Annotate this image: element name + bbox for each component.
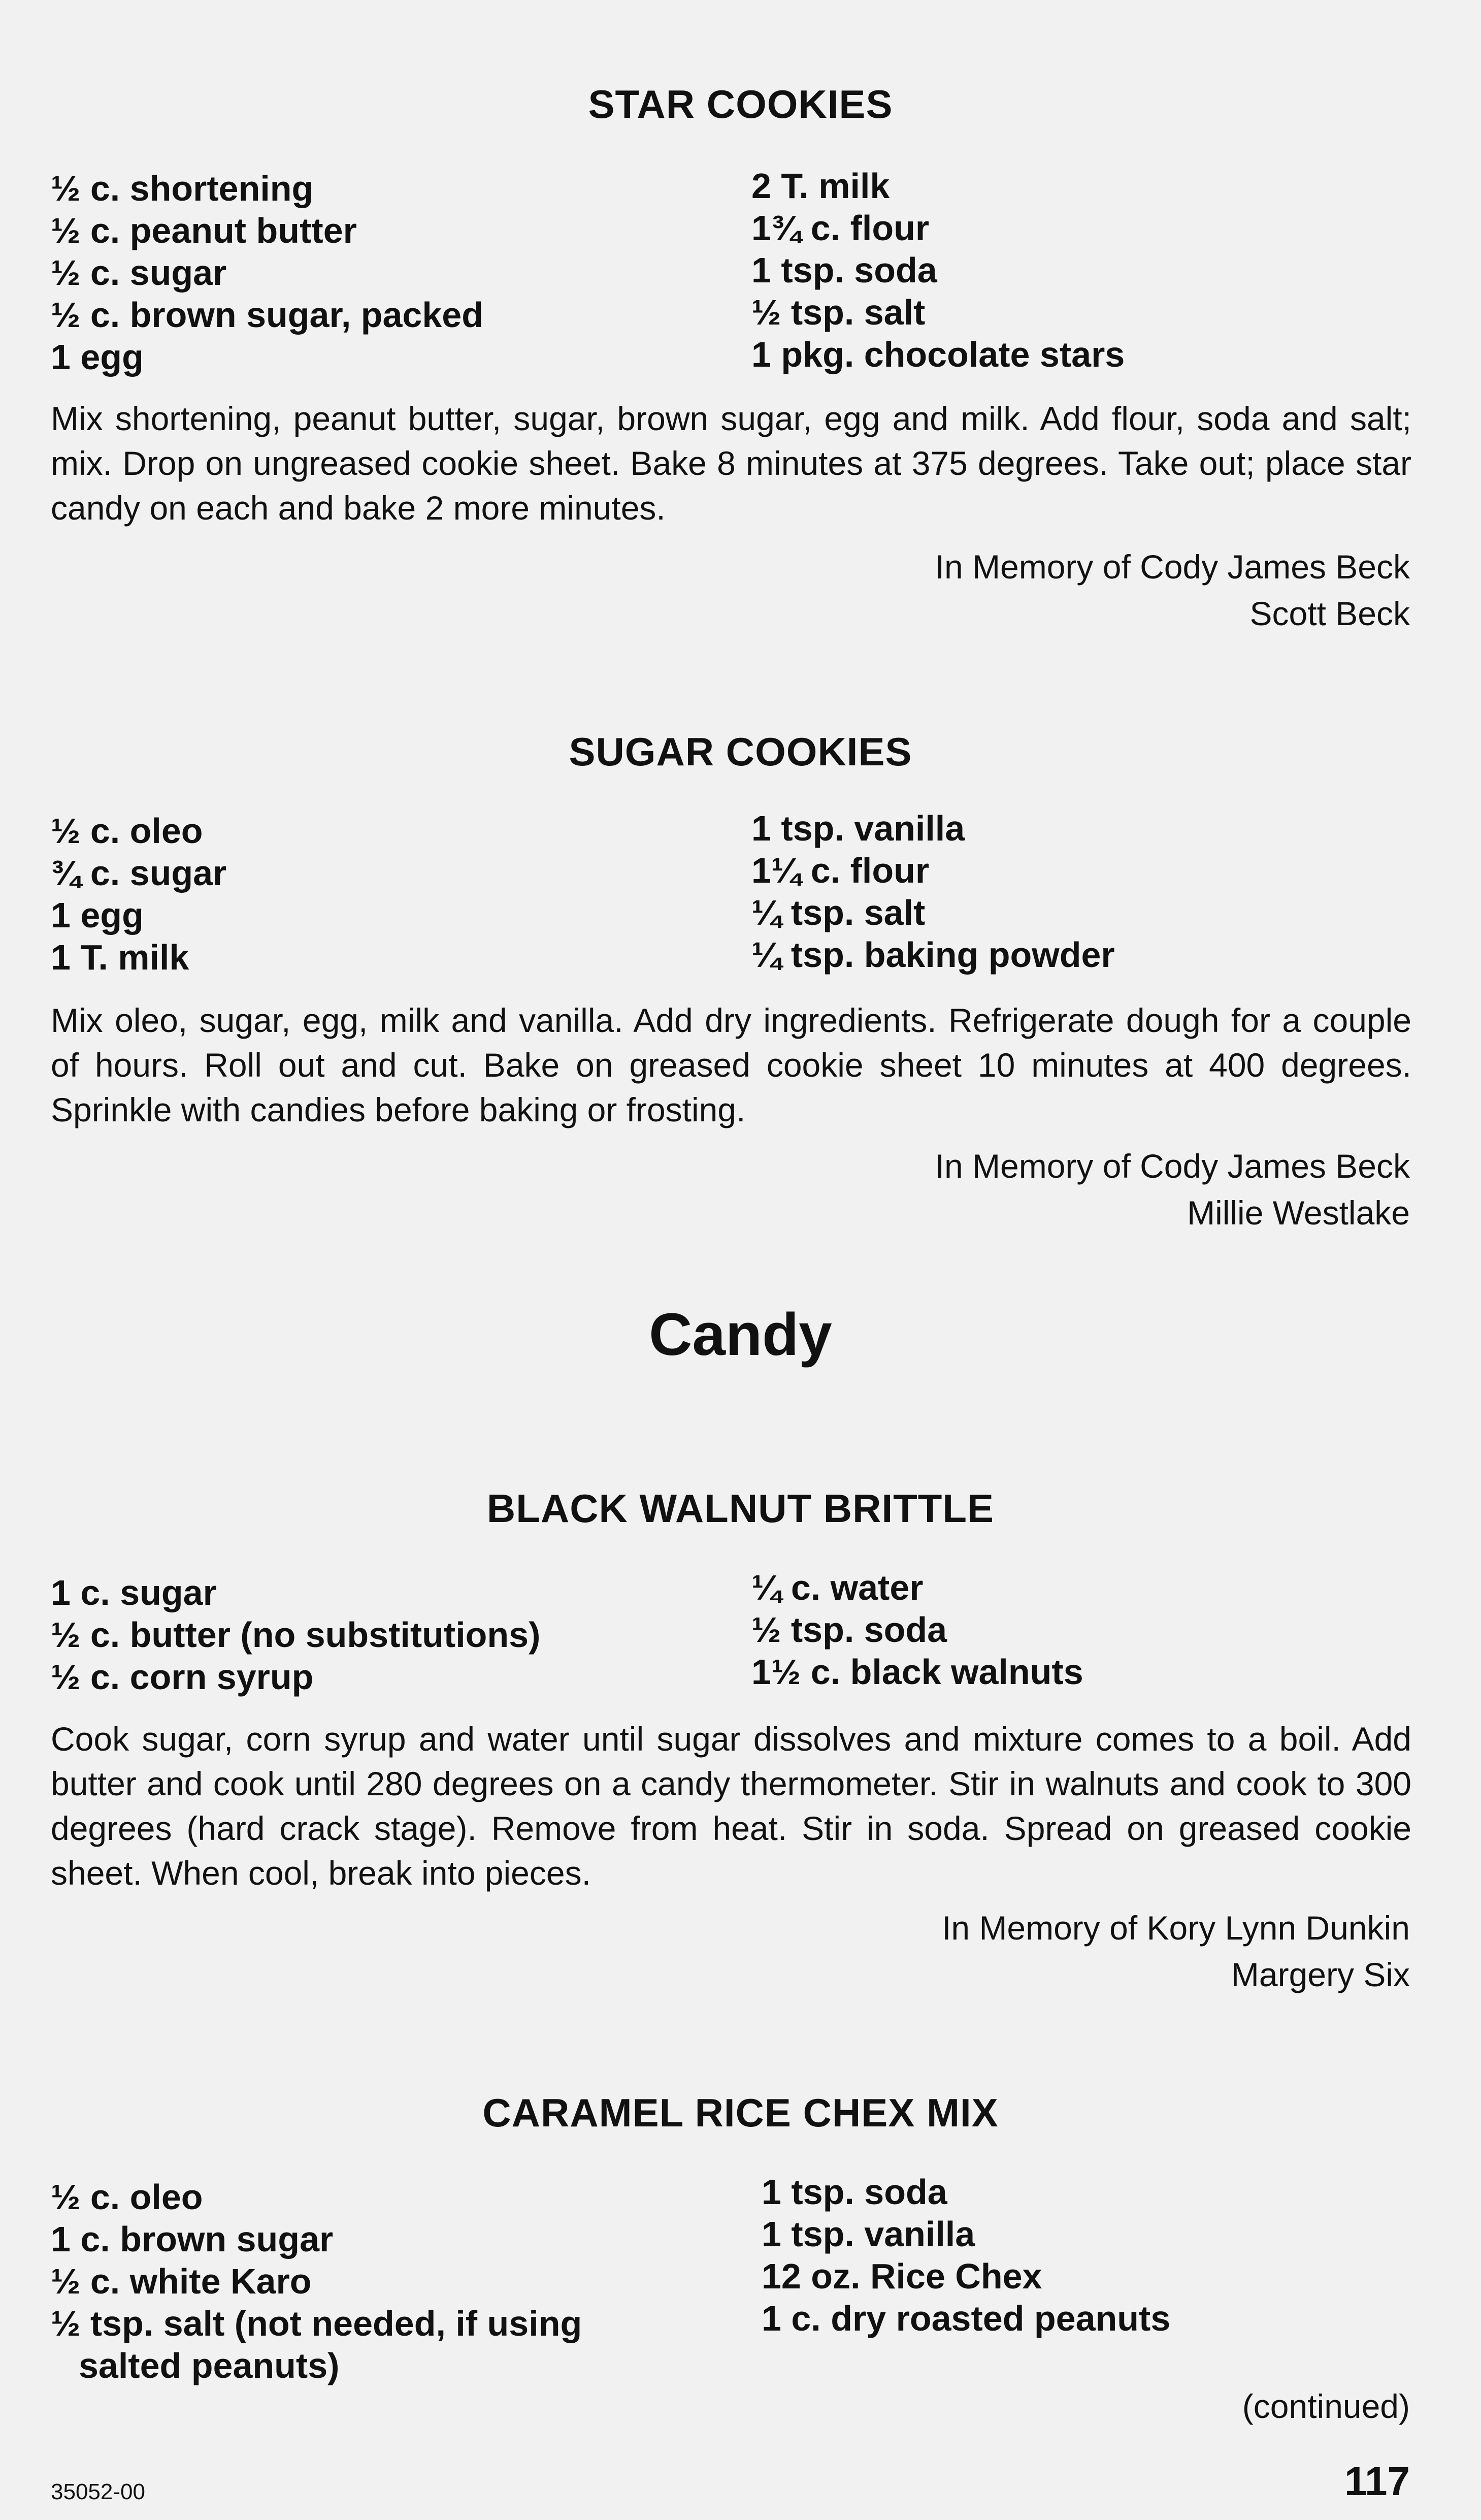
recipe-title-black-walnut-brittle: BLACK WALNUT BRITTLE bbox=[486, 1486, 995, 1531]
recipe-title-sugar-cookies: SUGAR COOKIES bbox=[569, 729, 912, 774]
ingredient: 1 T. milk bbox=[51, 938, 189, 977]
ingredients-right bbox=[751, 1567, 1083, 1693]
page-number: 117 bbox=[1344, 2459, 1410, 2504]
author: Margery Six bbox=[1231, 1956, 1410, 1993]
ingredient: ½ c. shortening bbox=[51, 169, 314, 208]
ingredient: 1 c. sugar bbox=[51, 1573, 217, 1612]
ingredient: 1½ c. black walnuts bbox=[751, 1652, 1083, 1692]
ingredients-left bbox=[51, 168, 483, 378]
ingredient: ½ c. butter (no substitutions) bbox=[51, 1615, 541, 1655]
continued-note: (continued) bbox=[1242, 2387, 1410, 2425]
section-title: Candy bbox=[649, 1301, 832, 1368]
ingredient: ½ c. brown sugar, packed bbox=[51, 295, 483, 335]
memory-line: In Memory of Kory Lynn Dunkin bbox=[942, 1909, 1410, 1947]
instructions: Mix oleo, sugar, egg, milk and vanilla. Add dry ingredients. Refrigerate dough for a couple of hours. Roll out and cut. Bake on greased cookie sheet 10 minutes at 400 degrees. Sprinkle with candies before baking or frosting. bbox=[51, 1001, 1411, 1128]
ingredients-left bbox=[51, 810, 226, 979]
ingredient: 1¾ c. flour bbox=[751, 208, 930, 248]
memory-line: In Memory of Cody James Beck bbox=[935, 1147, 1410, 1185]
ingredient: ½ tsp. soda bbox=[751, 1610, 947, 1650]
ingredient: ½ c. oleo bbox=[51, 811, 203, 851]
ingredient: 1 egg bbox=[51, 337, 144, 377]
ingredient: ½ c. oleo bbox=[51, 2177, 203, 2217]
ingredient: ¼ tsp. salt bbox=[751, 893, 926, 932]
ingredients-right bbox=[751, 807, 1115, 976]
ingredient: 1¼ c. flour bbox=[751, 851, 930, 890]
ingredient: 1 pkg. chocolate stars bbox=[751, 335, 1125, 374]
ingredient: salted peanuts) bbox=[79, 2346, 340, 2385]
credit bbox=[935, 543, 1410, 637]
ingredient: ¾ c. sugar bbox=[51, 853, 227, 893]
credit bbox=[935, 1143, 1410, 1236]
ingredient: 1 egg bbox=[51, 895, 144, 935]
ingredient: 1 tsp. vanilla bbox=[751, 809, 965, 848]
ingredient: 1 c. brown sugar bbox=[51, 2219, 334, 2259]
recipe-title-caramel-rice-chex-mix: CARAMEL RICE CHEX MIX bbox=[482, 2090, 999, 2135]
ingredient: ½ tsp. salt (not needed, if using bbox=[51, 2304, 582, 2343]
ingredients-left bbox=[51, 2176, 582, 2387]
author: Millie Westlake bbox=[1187, 1194, 1410, 1232]
ingredient: ½ tsp. salt bbox=[751, 293, 926, 332]
instructions: Cook sugar, corn syrup and water until sugar dissolves and mixture comes to a boil. Add butter and cook until 280 degrees on a candy thermometer. Stir in walnuts and cook to 300 degrees (hard crack stage). Remove from heat. Stir in soda. Spread on greased cookie sheet. When cool, break into pieces. bbox=[51, 1720, 1411, 1892]
memory-line: In Memory of Cody James Beck bbox=[935, 548, 1410, 586]
ingredient: 2 T. milk bbox=[751, 166, 890, 206]
author: Scott Beck bbox=[1249, 595, 1410, 632]
ingredient: 1 c. dry roasted peanuts bbox=[762, 2299, 1171, 2338]
book-code: 35052-00 bbox=[51, 2479, 145, 2504]
ingredient: 1 tsp. vanilla bbox=[762, 2214, 975, 2254]
ingredient: 1 tsp. soda bbox=[762, 2172, 947, 2212]
ingredient: ¼ c. water bbox=[751, 1568, 924, 1607]
ingredient: 12 oz. Rice Chex bbox=[762, 2256, 1042, 2296]
ingredients-left bbox=[51, 1572, 540, 1698]
ingredient: 1 tsp. soda bbox=[751, 250, 937, 290]
ingredient: ½ c. peanut butter bbox=[51, 211, 357, 250]
ingredients-right bbox=[751, 165, 1125, 376]
ingredient: ¼ tsp. baking powder bbox=[751, 935, 1115, 975]
ingredient: ½ c. sugar bbox=[51, 253, 227, 293]
ingredients-right bbox=[762, 2171, 1170, 2340]
ingredient: ½ c. white Karo bbox=[51, 2261, 312, 2301]
recipe-title-star-cookies: STAR COOKIES bbox=[588, 82, 893, 126]
credit bbox=[942, 1904, 1410, 1998]
instructions: Mix shortening, peanut butter, sugar, brown sugar, egg and milk. Add flour, soda and salt; mix. Drop on ungreased cookie sheet. Bake 8 minutes at 375 degrees. Take out; place star candy on each and bake 2 more minutes. bbox=[51, 400, 1411, 527]
ingredient: ½ c. corn syrup bbox=[51, 1657, 314, 1697]
